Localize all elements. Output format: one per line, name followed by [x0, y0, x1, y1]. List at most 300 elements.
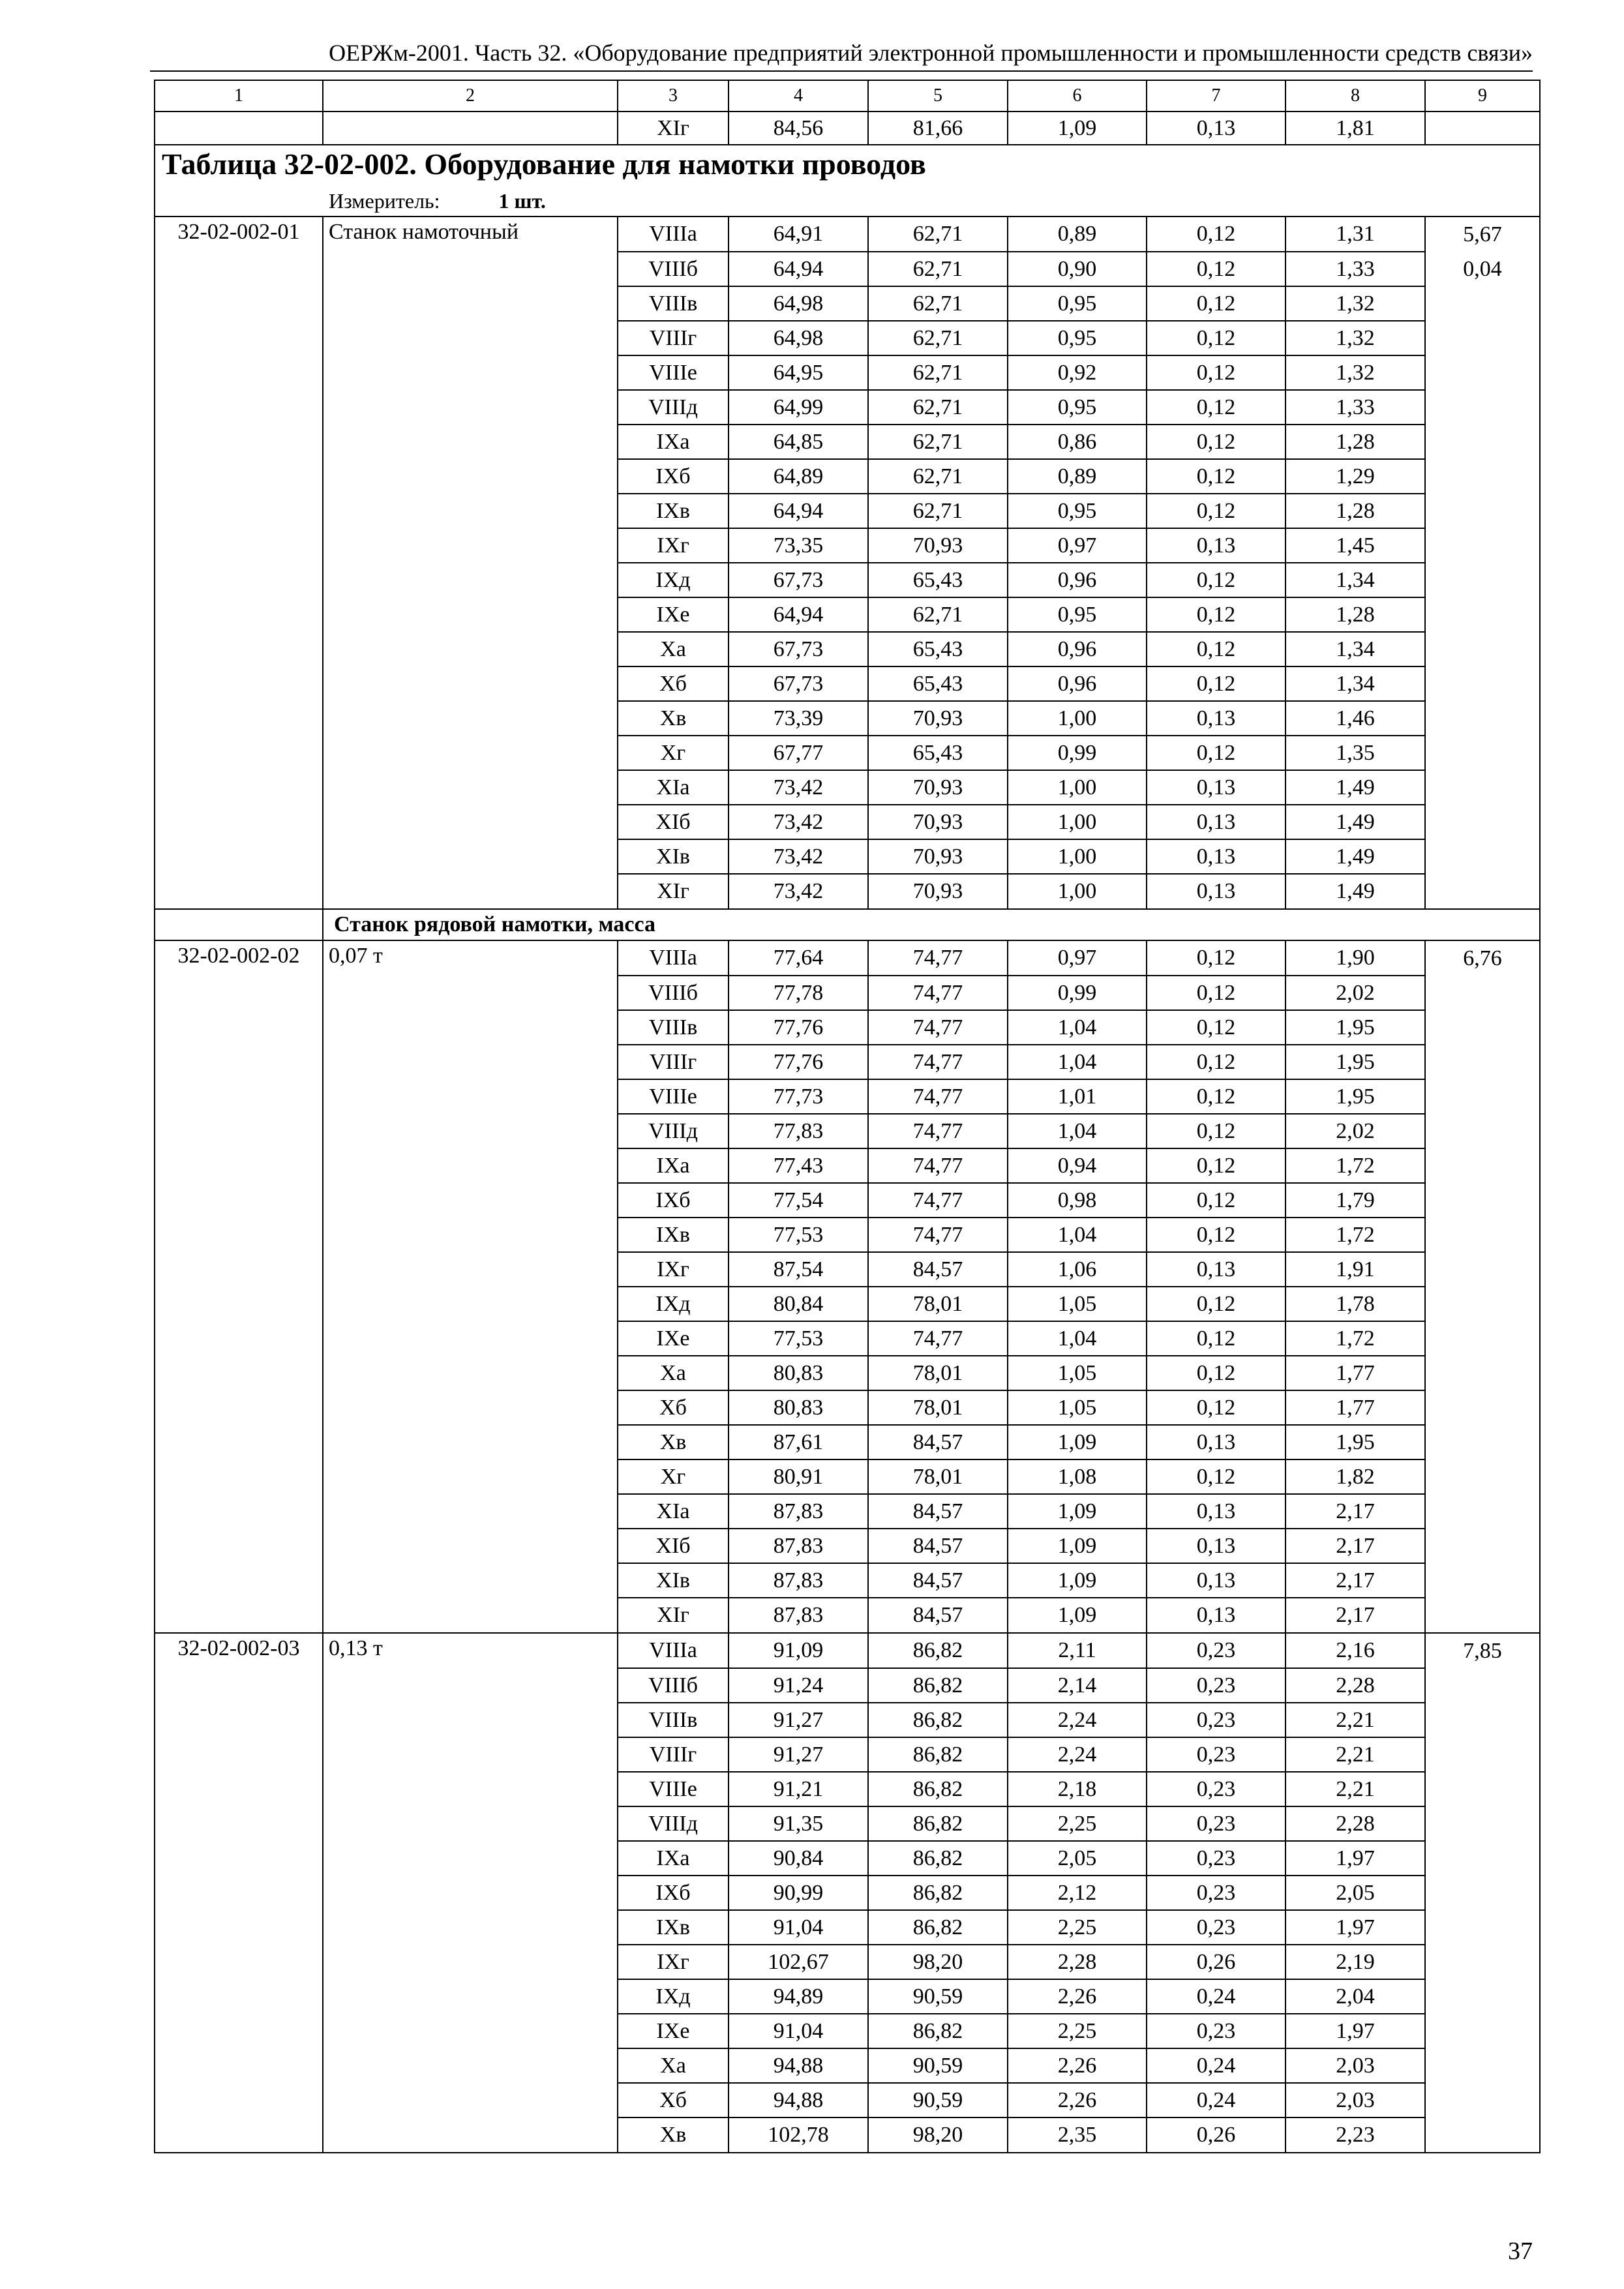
zone-cell: Xг [618, 1459, 729, 1494]
value-cell: 2,18 [1008, 1772, 1147, 1806]
zone-cell: IXе [618, 597, 729, 632]
value-cell: 84,57 [868, 1494, 1008, 1529]
empty-cell [323, 390, 618, 425]
value-cell: 0,12 [1147, 666, 1286, 701]
value-cell: 0,24 [1147, 2048, 1286, 2083]
value-cell: 1,09 [1008, 1494, 1147, 1529]
zone-cell: VIIIв [618, 286, 729, 321]
value-cell: 86,82 [868, 1841, 1008, 1876]
zone-cell: IXд [618, 563, 729, 597]
table-row [155, 1287, 1540, 1321]
carry-over-row [155, 112, 1540, 145]
value-cell: 2,26 [1008, 2048, 1147, 2083]
value-cell: 0,12 [1147, 459, 1286, 494]
zone-cell: IXе [618, 1321, 729, 1356]
value-cell: 1,00 [1008, 805, 1147, 839]
table-row [155, 390, 1540, 425]
empty-cell [323, 112, 618, 145]
value-cell: 0,13 [1147, 528, 1286, 563]
value-cell: 1,00 [1008, 839, 1147, 874]
value-cell: 80,83 [729, 1390, 868, 1425]
value-cell: 77,76 [729, 1010, 868, 1045]
empty-cell [323, 1218, 618, 1252]
empty-cell [1425, 1945, 1540, 1979]
value-cell: 87,83 [729, 1563, 868, 1598]
empty-cell [1425, 1079, 1540, 1114]
value-cell: 67,73 [729, 563, 868, 597]
value-cell: 0,12 [1147, 1390, 1286, 1425]
value-cell: 64,91 [729, 217, 868, 252]
empty-cell [155, 563, 323, 597]
zone-cell: VIIIа [618, 1633, 729, 1668]
value-cell: 0,12 [1147, 1114, 1286, 1148]
value-cell: 2,19 [1286, 1945, 1425, 1979]
table-row [155, 770, 1540, 805]
empty-cell [155, 1045, 323, 1079]
value-cell: 0,12 [1147, 1079, 1286, 1114]
empty-cell [1425, 1910, 1540, 1945]
empty-cell [155, 528, 323, 563]
value-cell: 0,23 [1147, 1806, 1286, 1841]
code-cell: 32-02-002-01 [155, 217, 323, 252]
value-cell: 1,49 [1286, 874, 1425, 909]
empty-cell [155, 1010, 323, 1045]
zone-cell: IXа [618, 425, 729, 459]
value-cell: 62,71 [868, 321, 1008, 355]
zone-cell: Xг [618, 736, 729, 770]
price-cell: 5,67 [1425, 217, 1540, 252]
value-cell: 1,49 [1286, 770, 1425, 805]
empty-cell [323, 736, 618, 770]
empty-cell [155, 1806, 323, 1841]
value-cell: 86,82 [868, 1806, 1008, 1841]
value-cell: 77,73 [729, 1079, 868, 1114]
empty-cell [323, 494, 618, 528]
value-cell: 84,57 [868, 1598, 1008, 1633]
value-cell: 0,23 [1147, 1633, 1286, 1668]
value-cell: 94,88 [729, 2048, 868, 2083]
empty-cell [155, 1356, 323, 1390]
empty-cell [1425, 321, 1540, 355]
value-cell: 0,95 [1008, 286, 1147, 321]
value-cell: 67,73 [729, 666, 868, 701]
zone-cell: XIг [618, 1598, 729, 1633]
table-row [155, 1772, 1540, 1806]
empty-cell [1425, 1218, 1540, 1252]
value-cell: 2,17 [1286, 1563, 1425, 1598]
zone-cell: IXа [618, 1841, 729, 1876]
zone-cell: VIIIа [618, 217, 729, 252]
value-cell: 1,78 [1286, 1287, 1425, 1321]
value-cell: 2,28 [1286, 1668, 1425, 1703]
empty-cell [1425, 1390, 1540, 1425]
zone-cell: VIIIг [618, 1045, 729, 1079]
value-cell: 1,34 [1286, 632, 1425, 666]
table-row [155, 321, 1540, 355]
price-cell: 6,76 [1425, 940, 1540, 976]
unit-value: 1 шт. [498, 189, 546, 213]
value-cell: 1,00 [1008, 874, 1147, 909]
empty-cell [1425, 1010, 1540, 1045]
table-row [155, 1945, 1540, 1979]
zone-cell: IXб [618, 1876, 729, 1910]
value-cell: 0,23 [1147, 1910, 1286, 1945]
value-cell: 2,21 [1286, 1737, 1425, 1772]
empty-cell [155, 770, 323, 805]
value-cell: 0,12 [1147, 355, 1286, 390]
value-cell: 73,39 [729, 701, 868, 736]
value-cell: 1,04 [1008, 1010, 1147, 1045]
table-row [155, 528, 1540, 563]
value-cell: 2,02 [1286, 1114, 1425, 1148]
zone-cell: XIа [618, 1494, 729, 1529]
table-row [155, 839, 1540, 874]
subheading: Станок рядовой намотки, масса [334, 912, 656, 936]
value-cell: 0,23 [1147, 1703, 1286, 1737]
value-cell: 0,95 [1008, 494, 1147, 528]
value-cell: 70,93 [868, 770, 1008, 805]
value-cell: 67,77 [729, 736, 868, 770]
value-cell: 90,59 [868, 2083, 1008, 2117]
table-row [155, 1321, 1540, 1356]
value-cell: 77,83 [729, 1114, 868, 1148]
empty-cell [155, 1529, 323, 1563]
zone-cell: IXг [618, 1252, 729, 1287]
empty-cell [1425, 1979, 1540, 2014]
zone-cell: VIIIе [618, 355, 729, 390]
value-cell: 0,12 [1147, 1148, 1286, 1183]
value-cell: 1,09 [1008, 1425, 1147, 1459]
value-cell: 0,12 [1147, 1459, 1286, 1494]
value-cell: 1,72 [1286, 1218, 1425, 1252]
value-cell: 80,83 [729, 1356, 868, 1390]
zone-cell: XIа [618, 770, 729, 805]
value-cell: 62,71 [868, 494, 1008, 528]
table-row [155, 286, 1540, 321]
value-cell: 2,25 [1008, 2014, 1147, 2048]
value-cell: 74,77 [868, 1218, 1008, 1252]
empty-cell [155, 1910, 323, 1945]
empty-cell [1425, 2014, 1540, 2048]
value-cell: 90,59 [868, 1979, 1008, 2014]
zone-cell: VIIIа [618, 940, 729, 976]
zone-cell: VIIIв [618, 1010, 729, 1045]
column-number: 5 [868, 80, 1008, 112]
empty-cell [155, 1668, 323, 1703]
value-cell: 0,12 [1147, 390, 1286, 425]
value-cell: 0,95 [1008, 597, 1147, 632]
table-row [155, 805, 1540, 839]
table-row [155, 2117, 1540, 2153]
empty-cell [1425, 701, 1540, 736]
table-row [155, 701, 1540, 736]
empty-cell [155, 1079, 323, 1114]
value-cell: 0,12 [1147, 425, 1286, 459]
value-cell: 0,12 [1147, 494, 1286, 528]
empty-cell [155, 2083, 323, 2117]
value-cell: 1,09 [1008, 112, 1147, 145]
zone-cell: IXв [618, 1218, 729, 1252]
zone-cell: IXа [618, 1148, 729, 1183]
empty-cell [155, 1148, 323, 1183]
value-cell: 73,42 [729, 805, 868, 839]
table-row [155, 1494, 1540, 1529]
value-cell: 62,71 [868, 217, 1008, 252]
value-cell: 62,71 [868, 390, 1008, 425]
value-cell: 64,99 [729, 390, 868, 425]
value-cell: 87,83 [729, 1529, 868, 1563]
empty-cell [323, 1841, 618, 1876]
value-cell: 84,56 [729, 112, 868, 145]
empty-cell [323, 2117, 618, 2153]
empty-cell [323, 1772, 618, 1806]
code-cell: 32-02-002-02 [155, 940, 323, 976]
table-row [155, 1010, 1540, 1045]
value-cell: 78,01 [868, 1390, 1008, 1425]
table-row [155, 1114, 1540, 1148]
table-row [155, 632, 1540, 666]
value-cell: 0,13 [1147, 701, 1286, 736]
value-cell: 0,89 [1008, 217, 1147, 252]
table-row [155, 2014, 1540, 2048]
value-cell: 1,45 [1286, 528, 1425, 563]
value-cell: 0,23 [1147, 1737, 1286, 1772]
value-cell: 1,28 [1286, 597, 1425, 632]
empty-cell [155, 459, 323, 494]
zone-cell: ХIг [618, 112, 729, 145]
empty-cell [155, 701, 323, 736]
zone-cell: Xа [618, 632, 729, 666]
table-row [155, 1183, 1540, 1218]
value-cell: 1,77 [1286, 1390, 1425, 1425]
value-cell: 91,35 [729, 1806, 868, 1841]
empty-cell [323, 1737, 618, 1772]
value-cell: 62,71 [868, 355, 1008, 390]
value-cell: 1,29 [1286, 459, 1425, 494]
value-cell: 0,89 [1008, 459, 1147, 494]
value-cell: 62,71 [868, 459, 1008, 494]
empty-cell [1425, 112, 1540, 145]
price-cell: 7,85 [1425, 1633, 1540, 1668]
table-row [155, 1703, 1540, 1737]
zone-cell: VIIIб [618, 252, 729, 286]
value-cell: 2,26 [1008, 1979, 1147, 2014]
empty-cell [1425, 1598, 1540, 1633]
table-body [155, 80, 1540, 2153]
empty-cell [1425, 805, 1540, 839]
empty-cell [323, 2083, 618, 2117]
value-cell: 84,57 [868, 1563, 1008, 1598]
value-cell: 0,94 [1008, 1148, 1147, 1183]
value-cell: 86,82 [868, 1876, 1008, 1910]
empty-cell [323, 563, 618, 597]
value-cell: 2,17 [1286, 1494, 1425, 1529]
empty-cell [155, 2048, 323, 2083]
empty-cell [1425, 1183, 1540, 1218]
table-row [155, 1910, 1540, 1945]
value-cell: 0,23 [1147, 1772, 1286, 1806]
value-cell: 62,71 [868, 597, 1008, 632]
value-cell: 74,77 [868, 1079, 1008, 1114]
value-cell: 2,17 [1286, 1598, 1425, 1633]
value-cell: 1,09 [1008, 1563, 1147, 1598]
empty-cell [323, 1321, 618, 1356]
empty-cell [323, 1010, 618, 1045]
value-cell: 0,12 [1147, 563, 1286, 597]
empty-cell [323, 805, 618, 839]
empty-cell [1425, 1425, 1540, 1459]
column-number: 3 [618, 80, 729, 112]
zone-cell: Xа [618, 2048, 729, 2083]
empty-cell [323, 1529, 618, 1563]
empty-cell [1425, 286, 1540, 321]
value-cell: 81,66 [868, 112, 1008, 145]
value-cell: 77,64 [729, 940, 868, 976]
value-cell: 64,98 [729, 286, 868, 321]
empty-cell [155, 286, 323, 321]
empty-cell [155, 425, 323, 459]
column-number-row [155, 80, 1540, 112]
empty-cell [323, 1287, 618, 1321]
value-cell: 62,71 [868, 252, 1008, 286]
value-cell: 1,05 [1008, 1390, 1147, 1425]
value-cell: 2,03 [1286, 2083, 1425, 2117]
empty-cell [155, 1945, 323, 1979]
value-cell: 1,97 [1286, 1841, 1425, 1876]
value-cell: 74,77 [868, 976, 1008, 1010]
zone-cell: IXг [618, 528, 729, 563]
empty-cell [1425, 1321, 1540, 1356]
empty-cell [1425, 736, 1540, 770]
value-cell: 0,23 [1147, 1668, 1286, 1703]
value-cell: 91,21 [729, 1772, 868, 1806]
price-cell: 0,04 [1425, 252, 1540, 286]
value-cell: 77,43 [729, 1148, 868, 1183]
empty-cell [1425, 1772, 1540, 1806]
empty-cell [155, 1252, 323, 1287]
value-cell: 1,31 [1286, 217, 1425, 252]
empty-cell [155, 736, 323, 770]
value-cell: 1,33 [1286, 390, 1425, 425]
value-cell: 78,01 [868, 1356, 1008, 1390]
value-cell: 0,12 [1147, 632, 1286, 666]
subheading-row [155, 909, 1540, 940]
table-row [155, 355, 1540, 390]
value-cell: 2,25 [1008, 1910, 1147, 1945]
table-row [155, 563, 1540, 597]
empty-cell [155, 1321, 323, 1356]
value-cell: 2,24 [1008, 1703, 1147, 1737]
value-cell: 1,95 [1286, 1045, 1425, 1079]
table-row [155, 1425, 1540, 1459]
empty-cell [323, 2048, 618, 2083]
value-cell: 0,13 [1147, 770, 1286, 805]
empty-cell [1425, 874, 1540, 909]
empty-cell [155, 909, 323, 940]
value-cell: 1,28 [1286, 425, 1425, 459]
value-cell: 77,53 [729, 1218, 868, 1252]
value-cell: 0,12 [1147, 736, 1286, 770]
subheading-cell [323, 909, 1540, 940]
value-cell: 1,00 [1008, 701, 1147, 736]
table-row [155, 1356, 1540, 1390]
value-cell: 0,12 [1147, 321, 1286, 355]
zone-cell: XIб [618, 805, 729, 839]
empty-cell [155, 112, 323, 145]
value-cell: 0,12 [1147, 1287, 1286, 1321]
empty-cell [1425, 1529, 1540, 1563]
empty-cell [323, 1252, 618, 1287]
value-cell: 0,13 [1147, 1252, 1286, 1287]
empty-cell [1425, 1806, 1540, 1841]
value-cell: 0,13 [1147, 1425, 1286, 1459]
value-cell: 78,01 [868, 1459, 1008, 1494]
value-cell: 1,04 [1008, 1218, 1147, 1252]
value-cell: 91,04 [729, 2014, 868, 2048]
value-cell: 1,77 [1286, 1356, 1425, 1390]
value-cell: 0,13 [1147, 1529, 1286, 1563]
zone-cell: XIб [618, 1529, 729, 1563]
value-cell: 84,57 [868, 1529, 1008, 1563]
value-cell: 0,92 [1008, 355, 1147, 390]
empty-cell [323, 1979, 618, 2014]
empty-cell [323, 286, 618, 321]
table-row [155, 494, 1540, 528]
empty-cell [1425, 1114, 1540, 1148]
empty-cell [323, 597, 618, 632]
value-cell: 1,72 [1286, 1321, 1425, 1356]
zone-cell: Xб [618, 1390, 729, 1425]
value-cell: 73,42 [729, 839, 868, 874]
rates-table [154, 80, 1541, 2153]
empty-cell [323, 632, 618, 666]
value-cell: 0,13 [1147, 1598, 1286, 1633]
value-cell: 0,13 [1147, 839, 1286, 874]
value-cell: 91,27 [729, 1703, 868, 1737]
empty-cell [155, 1494, 323, 1529]
value-cell: 65,43 [868, 666, 1008, 701]
value-cell: 70,93 [868, 805, 1008, 839]
table-row [155, 1876, 1540, 1910]
value-cell: 94,88 [729, 2083, 868, 2117]
value-cell: 1,35 [1286, 736, 1425, 770]
value-cell: 91,04 [729, 1910, 868, 1945]
empty-cell [1425, 770, 1540, 805]
empty-cell [323, 839, 618, 874]
value-cell: 2,26 [1008, 2083, 1147, 2117]
value-cell: 1,32 [1286, 321, 1425, 355]
value-cell: 78,01 [868, 1287, 1008, 1321]
empty-cell [1425, 355, 1540, 390]
running-header: ОЕРЖм-2001. Часть 32. «Оборудование предприятий электронной промышленности и промышленности средств связи» [150, 38, 1533, 72]
empty-cell [155, 839, 323, 874]
table-row [155, 1252, 1540, 1287]
zone-cell: IXв [618, 494, 729, 528]
table-row [155, 1079, 1540, 1114]
value-cell: 86,82 [868, 1668, 1008, 1703]
empty-cell [155, 874, 323, 909]
empty-cell [323, 1459, 618, 1494]
value-cell: 1,95 [1286, 1425, 1425, 1459]
column-number: 9 [1425, 80, 1540, 112]
table-row [155, 1529, 1540, 1563]
empty-cell [1425, 2083, 1540, 2117]
value-cell: 2,05 [1286, 1876, 1425, 1910]
value-cell: 1,91 [1286, 1252, 1425, 1287]
table-row [155, 1737, 1540, 1772]
value-cell: 1,34 [1286, 563, 1425, 597]
value-cell: 0,13 [1147, 1494, 1286, 1529]
